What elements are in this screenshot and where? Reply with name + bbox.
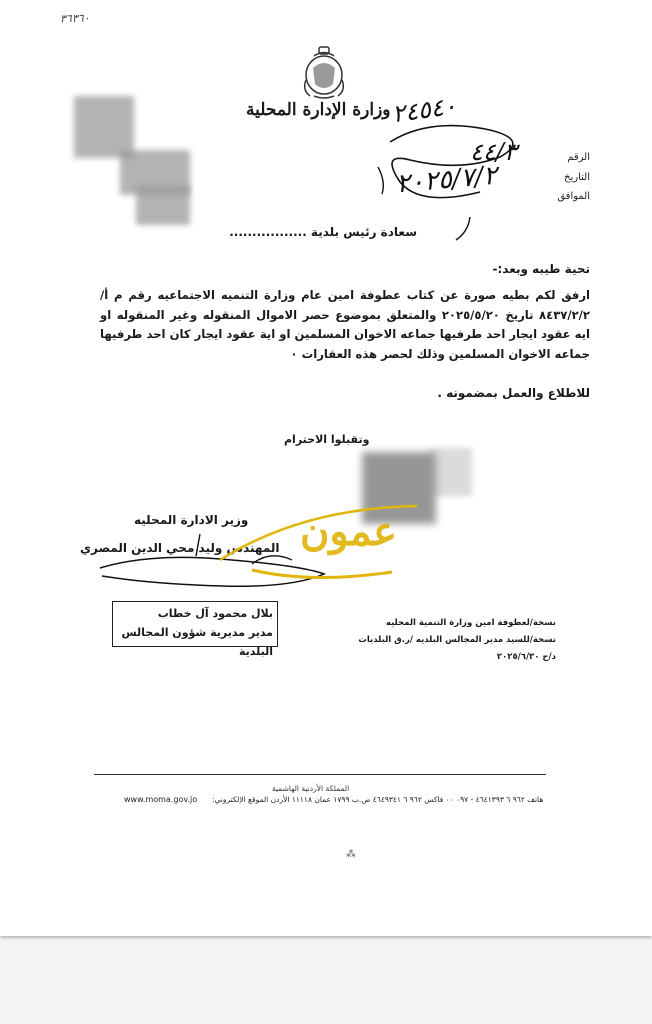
stamp-title: مدير مديرية شؤون المجالس البلدية — [121, 626, 273, 658]
document-code: د/ح ٢٠٢٥/٦/٣٠ — [496, 652, 556, 662]
regards-line: وتقبلوا الاحترام — [284, 433, 370, 446]
ministry-title: وزارة الإدارة المحلية — [246, 100, 391, 120]
addressee: سعادة رئيس بلدية ................. — [229, 225, 417, 239]
greeting: تحية طيبه وبعد:- — [492, 262, 590, 276]
watermark-logo: عمون — [300, 508, 398, 555]
redacted-area — [74, 96, 134, 158]
handwritten-date: ٢٠٢٥/٧/٢ — [394, 160, 499, 200]
official-stamp — [112, 601, 278, 658]
footer-country: المملكة الأردنية الهاشمية — [272, 784, 350, 793]
handwritten-hijri-date: ٤٤/٣ — [470, 138, 517, 166]
crest-icon — [300, 46, 348, 100]
redacted-area — [430, 448, 472, 496]
redacted-area — [136, 185, 190, 225]
footer-divider — [94, 774, 546, 775]
footer-website: www.moma.gov.jo — [124, 795, 198, 804]
document-number: ٣٦٣٦٠ — [59, 11, 90, 26]
copy-recipient-2: نسخة/للسيد مدير المجالس البلديه /ر.ق البلديات — [358, 635, 556, 645]
scan-mark: ⁂ — [346, 849, 356, 860]
letter-body: ارفق لكم بطيه صورة عن كتاب عطوفة امين عام وزارة التنميه الاجتماعيه رقم م أ/٨٤٣٧/٢/٢ تاريخ ٢٠٢٥/٥/٢٠ والمتعلق بموضوع حصر الاموال المنقوله وغير المنقوله او ايه عقود ايجار احد طرفيها جماعه الاخوان المسلمين او اية عقود ايجار كان احد طرفيها جماعه الاخوان المسلمين وذلك لحصر هذه العقارات ٠ — [100, 288, 590, 361]
closing-line: للاطلاع والعمل بمضمونه . — [437, 386, 590, 400]
handwritten-reference: ٢٤٥٤٠ — [390, 91, 459, 129]
ref-label: الرقم — [567, 152, 590, 163]
date-label: التاريخ — [564, 172, 590, 183]
copy-recipient-1: نسخة/لعطوفة امين وزارة التنمية المحليه — [385, 618, 556, 628]
footer-contact: هاتف ٩٦٢ ٦ ٤٦٤١٣٩٣ - ٠٩٧ ٠٠ فاكس ٩٦٢ ٦ ٤٦٤٩٣٤١ ص.ب ١٧٩٩ عمان ١١١١٨ الأردن الموقع الإلكتروني: — [212, 795, 544, 804]
hijri-date-label: الموافق — [557, 191, 590, 202]
stamp-name: بلال محمود آل خطاب — [157, 607, 273, 620]
signatory-name: المهندس وليد محي الدين المصري — [80, 541, 280, 555]
signatory-title: وزير الادارة المحليه — [134, 513, 249, 527]
